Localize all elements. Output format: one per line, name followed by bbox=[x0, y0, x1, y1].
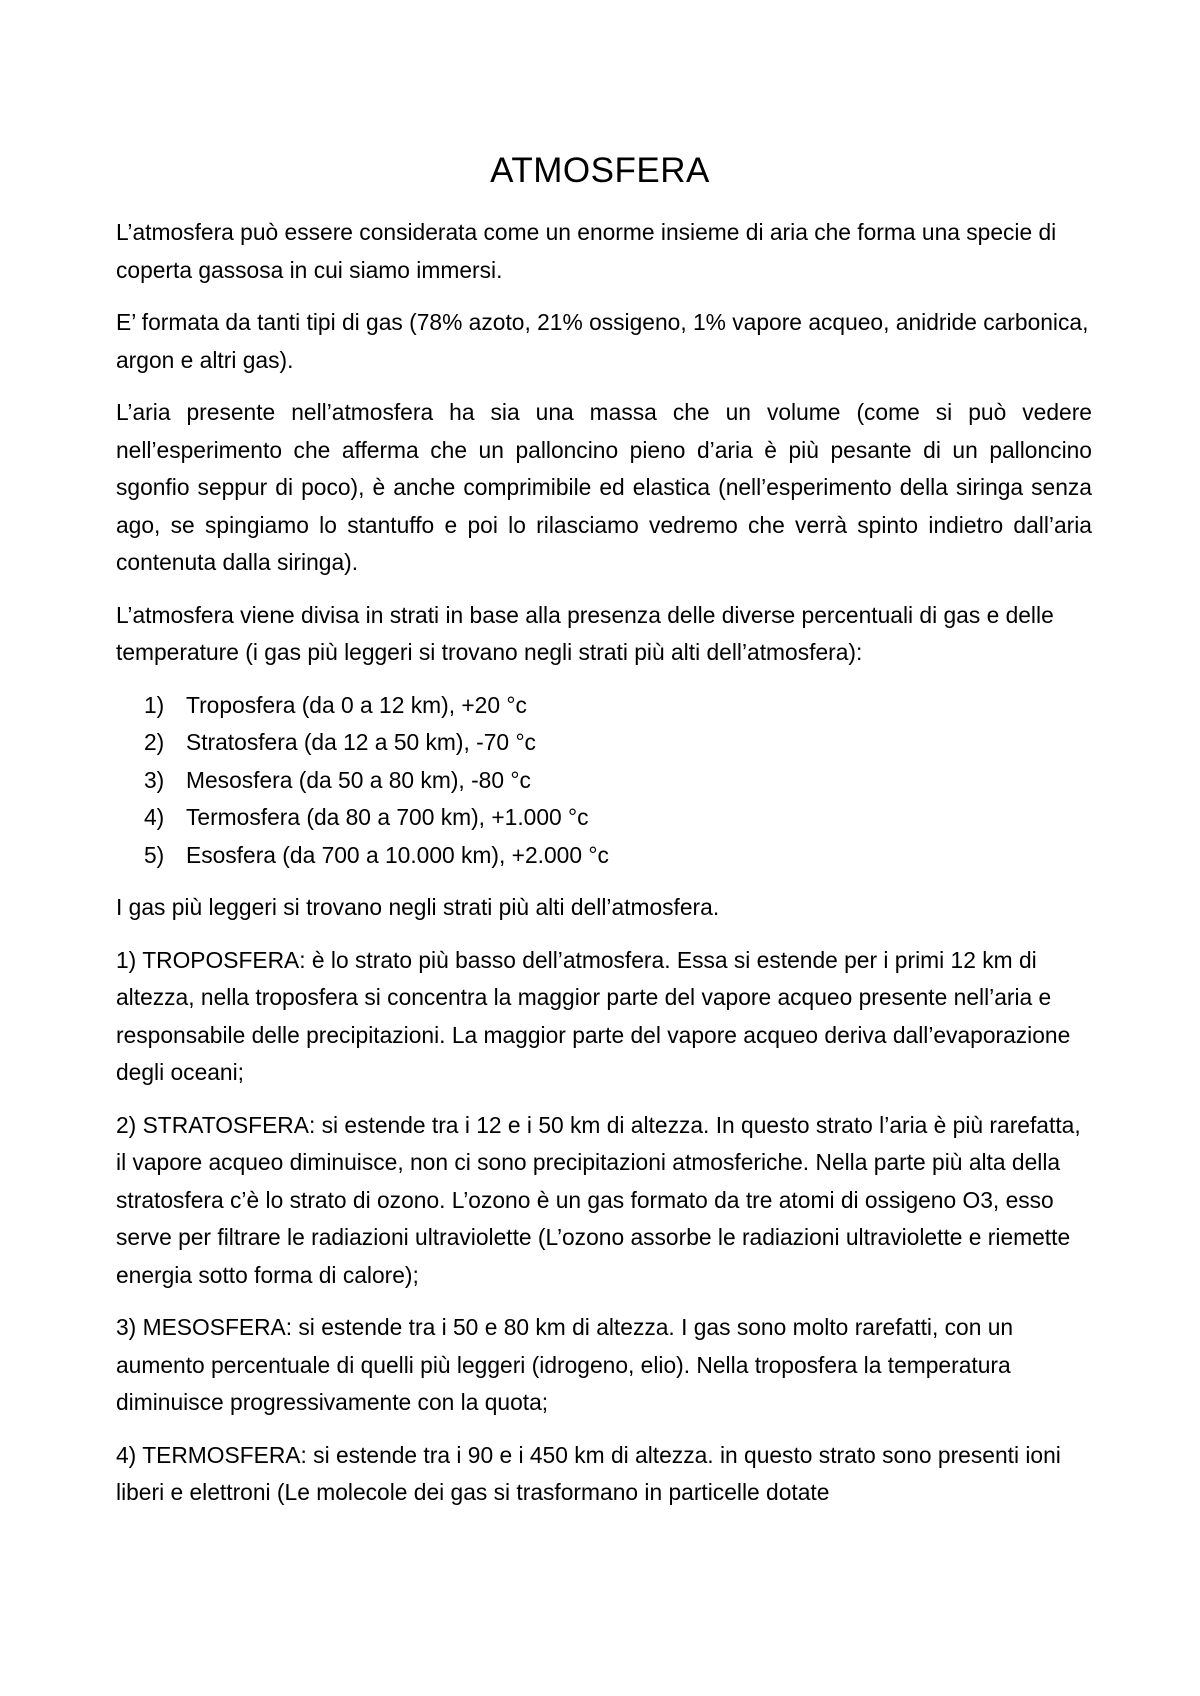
intro-paragraph: L’aria presente nell’atmosfera ha sia una massa che un volume (come si può vedere nell’esperimento che afferma che un palloncino pieno d’aria è più pesante di un palloncino sgonfio seppur di poco), è anche comprimibile ed elastica (nell’esperimento della siringa senza ago, se spingiamo lo stantuffo e poi lo rilasciamo vedremo che verrà spinto indietro dall’aria contenuta dalla siringa). bbox=[116, 399, 1092, 575]
list-item-number: 3) bbox=[144, 766, 165, 793]
intro-paragraph: L’atmosfera viene divisa in strati in base alla presenza delle diverse percentuali di gas e delle temperature (i gas più leggeri si trovano negli strati più alti dell’atmosfera): bbox=[116, 601, 1054, 665]
list-item bbox=[144, 799, 1092, 837]
list-item-number: 5) bbox=[144, 841, 165, 868]
list-item-text: Termosfera (da 80 a 700 km), +1.000 °c bbox=[186, 804, 589, 830]
list-item-number: 1) bbox=[144, 691, 165, 718]
list-item-text: Mesosfera (da 50 a 80 km), -80 °c bbox=[186, 766, 531, 793]
layers-list bbox=[116, 687, 1092, 875]
document-body bbox=[116, 214, 1092, 1527]
intro-paragraph: E’ formata da tanti tipi di gas (78% azoto, 21% ossigeno, 1% vapore acqueo, anidride carbonica, argon e altri gas). bbox=[116, 309, 1089, 373]
list-item-text: Troposfera (da 0 a 12 km), +20 °c bbox=[186, 691, 527, 718]
list-item bbox=[144, 837, 1092, 875]
list-item-number: 4) bbox=[144, 804, 165, 830]
section-paragraph: 1) TROPOSFERA: è lo strato più basso dell’atmosfera. Essa si estende per i primi 12 km di altezza, nella troposfera si concentra la maggior parte del vapore acqueo presente nell’aria e responsabile delle precipitazioni. La maggior parte del vapore acqueo deriva dall’evaporazione degli oceani; bbox=[116, 946, 1071, 1085]
page-title: ATMOSFERA bbox=[490, 151, 710, 190]
list-item bbox=[144, 724, 1092, 762]
list-item bbox=[144, 762, 1092, 800]
list-item-text: Stratosfera (da 12 a 50 km), -70 °c bbox=[186, 729, 536, 755]
section-paragraph: 2) STRATOSFERA: si estende tra i 12 e i 50 km di altezza. In questo strato l’aria è più rarefatta, il vapore acqueo diminuisce, non ci sono precipitazioni atmosferiche. Nella parte più alta della stratosfera c’è lo strato di ozono. L’ozono è un gas formato da tre atomi di ossigeno O3, esso serve per filtrare le radiazioni ultraviolette (L’ozono assorbe le radiazioni ultraviolette e riemette energia sotto forma di calore); bbox=[116, 1111, 1081, 1288]
list-item-text: Esosfera (da 700 a 10.000 km), +2.000 °c bbox=[186, 841, 609, 868]
section-paragraph: 3) MESOSFERA: si estende tra i 50 e 80 km di altezza. I gas sono molto rarefatti, con un aumento percentuale di quelli più leggeri (idrogeno, elio). Nella troposfera la temperatura diminuisce progressivamente con la quota; bbox=[116, 1314, 1014, 1415]
note-paragraph: I gas più leggeri si trovano negli strati più alti dell’atmosfera. bbox=[116, 894, 720, 920]
intro-paragraph: L’atmosfera può essere considerata come un enorme insieme di aria che forma una specie di coperta gassosa in cui siamo immersi. bbox=[116, 219, 1057, 283]
section-paragraph: 4) TERMOSFERA: si estende tra i 90 e i 450 km di altezza. in questo strato sono presenti ioni liberi e elettroni (Le molecole dei gas si trasformano in particelle dotate bbox=[116, 1441, 1061, 1505]
list-item bbox=[144, 687, 1092, 725]
list-item-number: 2) bbox=[144, 729, 165, 755]
